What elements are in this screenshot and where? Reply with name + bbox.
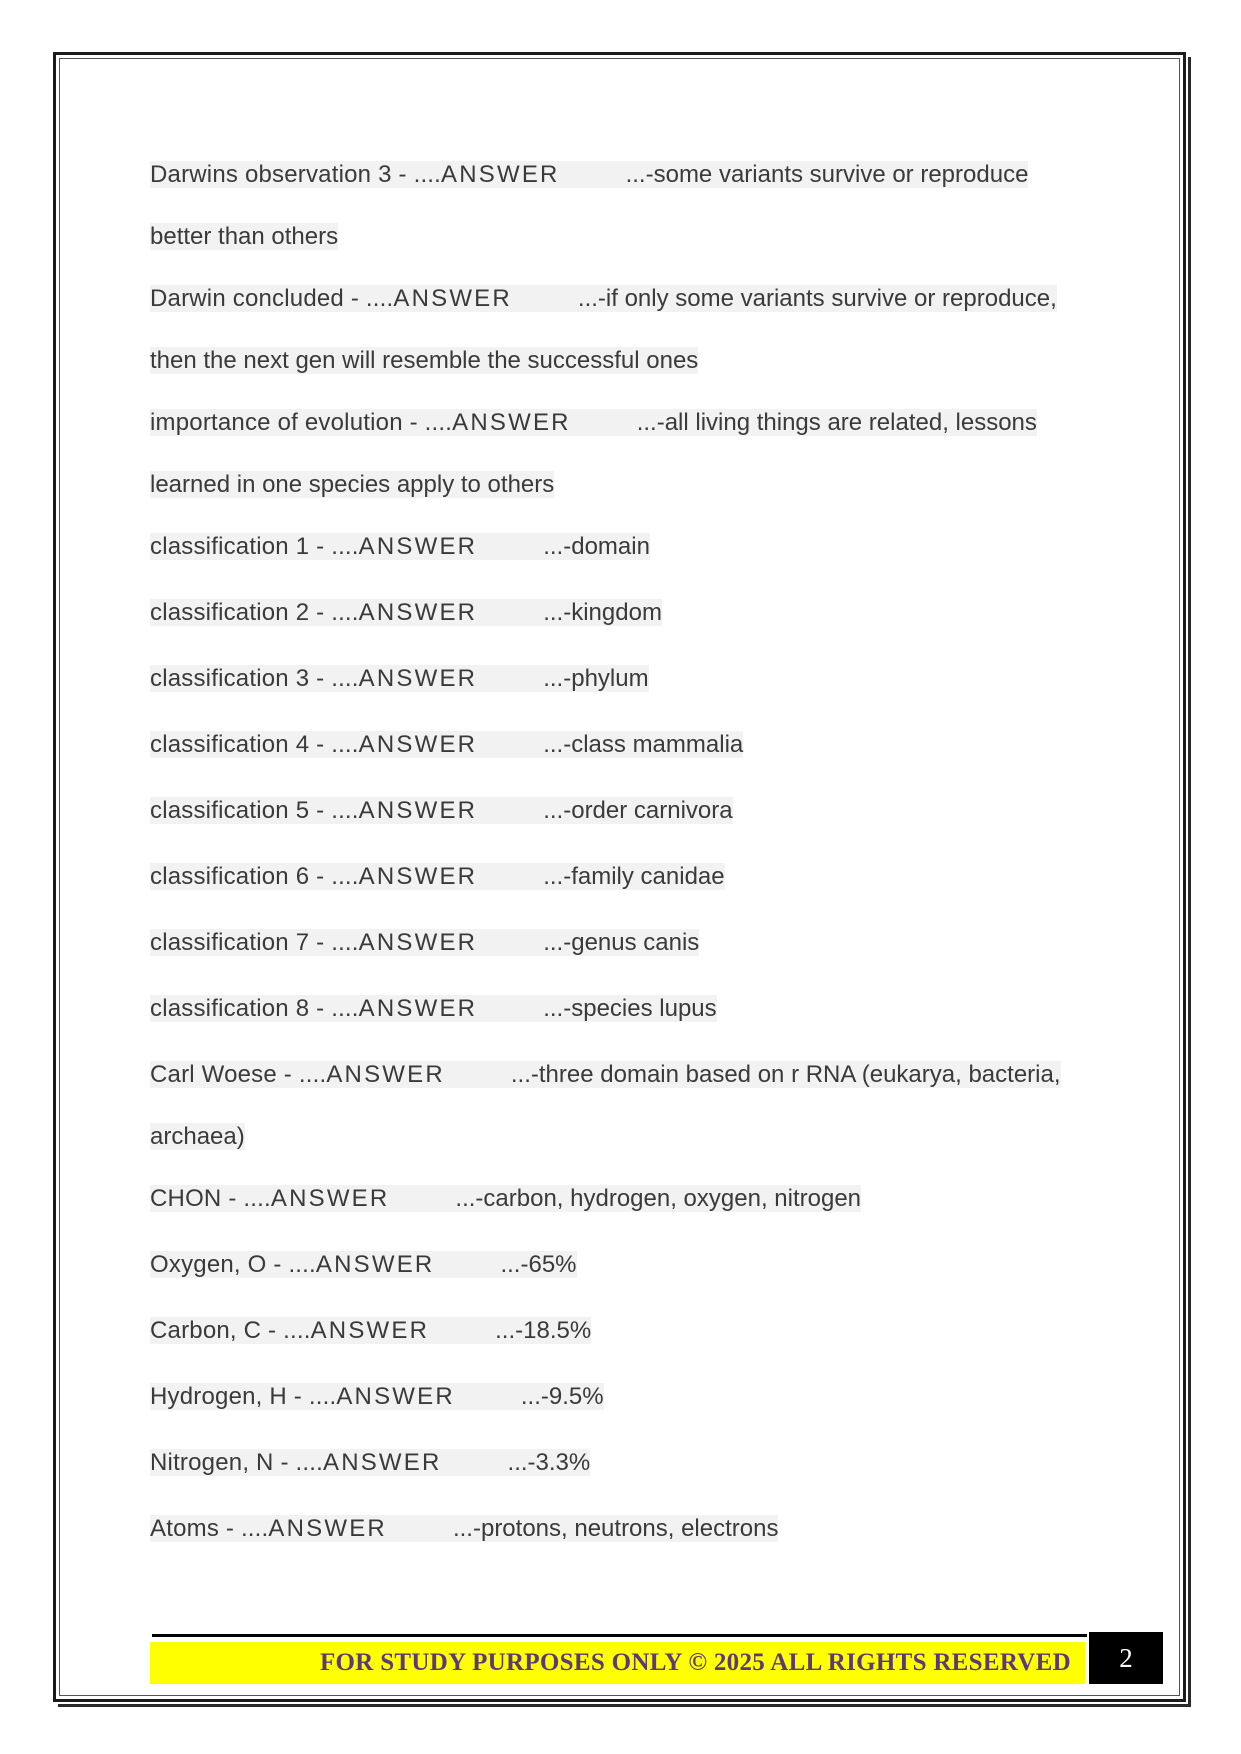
qa-entry	[150, 1234, 1090, 1300]
entry-marker: ANSWER	[268, 1515, 387, 1542]
entry-marker: ANSWER	[310, 1317, 430, 1344]
qa-entry	[150, 392, 1090, 516]
entry-marker: ANSWER	[322, 1449, 442, 1476]
qa-entry	[150, 1300, 1090, 1366]
entry-answer: ...-three domain based on r RNA (eukarya, bacteria, archaea)	[150, 1061, 1061, 1150]
qa-entry	[150, 582, 1090, 648]
page-number: 2	[1119, 1642, 1133, 1673]
entry-answer: ...-carbon, hydrogen, oxygen, nitrogen	[455, 1185, 862, 1212]
entry-answer: ...-phylum	[543, 665, 649, 692]
entry-answer: ...-18.5%	[495, 1317, 592, 1344]
entry-marker: ANSWER	[315, 1251, 435, 1278]
entry-marker: ANSWER	[441, 161, 560, 188]
entry-answer: ...-family canidae	[543, 863, 725, 890]
entry-term: Darwins observation 3 - ....	[150, 161, 442, 188]
entry-term: classification 3 - ....	[150, 665, 359, 692]
entry-marker: ANSWER	[358, 929, 478, 956]
entry-answer: ...-species lupus	[543, 995, 717, 1022]
qa-entry	[150, 780, 1090, 846]
entry-answer: ...-65%	[500, 1251, 577, 1278]
qa-entry	[150, 978, 1090, 1044]
entry-answer: ...-domain	[543, 533, 650, 560]
entry-marker: ANSWER	[452, 409, 571, 436]
entry-term: Carbon, C - ....	[150, 1317, 311, 1344]
entry-term: Oxygen, O - ....	[150, 1251, 316, 1278]
qa-entry	[150, 912, 1090, 978]
entry-answer: ...-if only some variants survive or reproduce, then the next gen will resemble the successful ones	[150, 285, 1057, 374]
entry-marker: ANSWER	[358, 599, 478, 626]
entry-marker: ANSWER	[358, 533, 478, 560]
entry-answer: ...-kingdom	[543, 599, 662, 626]
footer-bar	[150, 1642, 1085, 1684]
entry-marker: ANSWER	[358, 731, 478, 758]
qa-entry	[150, 144, 1090, 268]
qa-entry	[150, 846, 1090, 912]
entry-term: CHON - ....	[150, 1185, 271, 1212]
entry-answer: ...-3.3%	[507, 1449, 591, 1476]
entry-marker: ANSWER	[358, 797, 478, 824]
qa-entry	[150, 1432, 1090, 1498]
qa-entry	[150, 268, 1090, 392]
entry-term: Darwin concluded - ....	[150, 285, 394, 312]
entry-marker: ANSWER	[336, 1383, 455, 1410]
entry-answer: ...-protons, neutrons, electrons	[452, 1515, 779, 1542]
entry-term: Carl Woese - ....	[150, 1061, 327, 1088]
entry-term: classification 6 - ....	[150, 863, 359, 890]
entry-marker: ANSWER	[270, 1185, 390, 1212]
entry-answer: ...-some variants survive or reproduce better than others	[150, 161, 1029, 250]
footer-notice: FOR STUDY PURPOSES ONLY © 2025 ALL RIGHTS RESERVED	[319, 1649, 1071, 1676]
entry-term: Atoms - ....	[150, 1515, 269, 1542]
footer-divider	[152, 1634, 1087, 1637]
entry-answer: ...-order carnivora	[543, 797, 733, 824]
entry-marker: ANSWER	[393, 285, 512, 312]
entry-term: classification 7 - ....	[150, 929, 359, 956]
entry-term: Hydrogen, H - ....	[150, 1383, 337, 1410]
qa-entry	[150, 714, 1090, 780]
entry-term: classification 1 - ....	[150, 533, 359, 560]
qa-entry	[150, 1168, 1090, 1234]
entry-term: Nitrogen, N - ....	[150, 1449, 323, 1476]
entry-term: importance of evolution - ....	[150, 409, 453, 436]
entry-marker: ANSWER	[358, 995, 478, 1022]
entry-answer: ...-genus canis	[543, 929, 700, 956]
qa-entry	[150, 1498, 1090, 1564]
entry-term: classification 5 - ....	[150, 797, 359, 824]
qa-entry	[150, 1366, 1090, 1432]
qa-list	[150, 144, 1090, 1564]
qa-entry	[150, 516, 1090, 582]
entry-answer: ...-all living things are related, lessons learned in one species apply to others	[150, 409, 1037, 498]
qa-entry	[150, 1044, 1090, 1168]
page-number-box	[1089, 1632, 1163, 1684]
entry-term: classification 8 - ....	[150, 995, 359, 1022]
entry-answer: ...-9.5%	[520, 1383, 604, 1410]
entry-term: classification 2 - ....	[150, 599, 359, 626]
entry-marker: ANSWER	[358, 665, 478, 692]
entry-term: classification 4 - ....	[150, 731, 359, 758]
entry-marker: ANSWER	[326, 1061, 445, 1088]
entry-marker: ANSWER	[358, 863, 478, 890]
entry-answer: ...-class mammalia	[543, 731, 744, 758]
qa-entry	[150, 648, 1090, 714]
